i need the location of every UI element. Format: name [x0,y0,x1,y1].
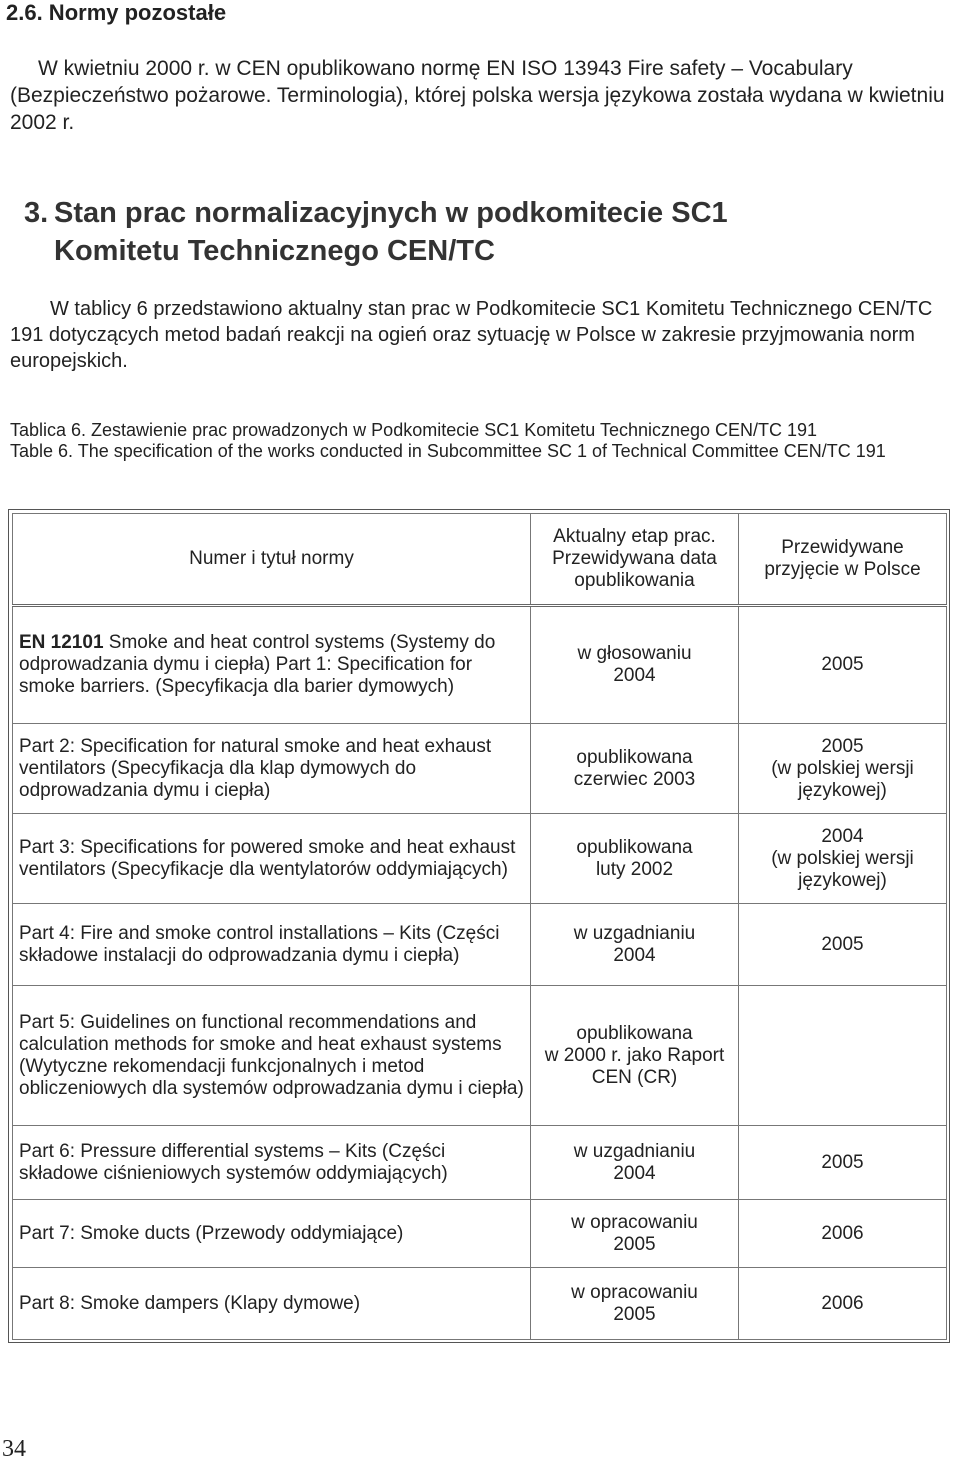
norm-title: Part 2: Specification for natural smoke and heat exhaust ventilators (Specyfikacja dla klap dymowych do odprowadzania dymu i ciepła) [19,735,492,801]
adoption-year: 2006 [821,1292,864,1314]
stage-cell [531,724,739,814]
chapter-number: 3. [24,197,49,229]
stage-date: 2004 [613,1162,656,1184]
table-caption [10,420,950,462]
caption-english: Table 6. The specification of the works conducted in Subcommittee SC 1 of Technical Committee CEN/TC 191 [10,441,886,461]
stage-date: w 2000 r. jako Raport CEN (CR) [544,1044,725,1088]
table-row [13,606,947,724]
header-stage-line3: opublikowania [574,570,695,591]
adoption-year: 2004 [821,825,864,847]
stage-cell [531,1200,739,1268]
adoption-year: 2005 [821,654,864,675]
header-adoption [739,514,947,606]
page-number: 34 [2,1436,26,1462]
header-stage-line2: Przewidywana data [552,548,717,569]
table-row [13,904,947,986]
norm-title-cell [13,606,531,724]
stage-cell [531,1126,739,1200]
norm-title: Part 4: Fire and smoke control installations – Kits (Części składowe instalacji do odprowadzania dymu i ciepła) [19,922,500,966]
chapter-title-line2: Komitetu Technicznego CEN/TC [54,235,495,267]
stage-status: opublikowana [576,1022,693,1044]
norm-title-cell [13,814,531,904]
table-row [13,814,947,904]
norm-title-cell [13,904,531,986]
stage-status: w opracowaniu [571,1211,698,1233]
stage-date: 2004 [613,944,656,966]
adoption-note: (w polskiej wersji językowej) [771,757,914,801]
adoption-year: 2006 [821,1222,864,1244]
norms-table [12,513,947,1340]
adoption-cell [739,814,947,904]
norm-code: EN 12101 [19,632,104,653]
stage-status: w uzgadnianiu [573,1140,696,1162]
stage-date: 2004 [613,665,656,686]
header-adoption-line1: Przewidywane [781,537,904,558]
stage-cell [531,904,739,986]
header-norm-title: Numer i tytuł normy [13,514,531,606]
norm-title: Part 5: Guidelines on functional recommendations and calculation methods for smoke and heat exhaust systems (Wytyczne rekomendacji funkcjonalnych i metod obliczeniowych dla systemów odprowadzania dymu i ciepła) [19,1011,524,1099]
norm-title: Part 7: Smoke ducts (Przewody oddymiające) [19,1222,404,1244]
norm-title-cell [13,986,531,1126]
table-row [13,1200,947,1268]
stage-cell [531,606,739,724]
stage-cell [531,1268,739,1340]
section-heading: 2.6. Normy pozostałe [6,0,227,25]
table-row [13,1126,947,1200]
stage-date: luty 2002 [595,858,674,880]
stage-cell [531,986,739,1126]
header-adoption-line2: przyjęcie w Polsce [764,559,921,580]
adoption-year: 2005 [821,1151,864,1173]
adoption-year: 2005 [821,735,864,757]
adoption-cell [739,1268,947,1340]
chapter-title-line1: Stan prac normalizacyjnych w podkomitecie SC1 [54,197,728,229]
description-paragraph: W tablicy 6 przedstawiono aktualny stan prac w Podkomitecie SC1 Komitetu Technicznego CEN/TC 191 dotyczących metod badań reakcji na ogień oraz sytuację w Polsce w zakresie przyjmowania norm europejskich. [10,298,933,372]
norm-title: Part 6: Pressure differential systems – Kits (Części składowe ciśnieniowych systemów oddymiających) [19,1140,448,1184]
stage-status: w opracowaniu [571,1281,698,1303]
stage-date: czerwiec 2003 [573,768,696,790]
adoption-note: (w polskiej wersji językowej) [771,847,914,891]
adoption-cell [739,606,947,724]
stage-status: w głosowaniu [577,643,692,664]
adoption-year: 2005 [821,933,864,955]
adoption-cell [739,1126,947,1200]
intro-paragraph: W kwietniu 2000 r. w CEN opublikowano normę EN ISO 13943 Fire safety – Vocabulary (Bezpieczeństwo pożarowe. Terminologia), której polska wersja językowa została wydana w kwietniu 2002 r. [10,57,945,134]
stage-status: opublikowana [576,836,693,858]
norm-title: Part 3: Specifications for powered smoke and heat exhaust ventilators (Specyfikacje dla wentylatorów oddymiających) [19,836,516,880]
chapter-heading [24,194,924,270]
norm-title: Smoke and heat control systems (Systemy do odprowadzania dymu i ciepła) Part 1: Specification for smoke barriers. (Specyfikacja dla barier dymowych) [19,632,496,697]
stage-status: w uzgadnianiu [573,922,696,944]
stage-date: 2005 [613,1303,656,1325]
header-stage-line1: Aktualny etap prac. [553,526,716,547]
norm-title-cell [13,1126,531,1200]
stage-date: 2005 [613,1233,656,1255]
header-current-stage [531,514,739,606]
table-row [13,986,947,1126]
norm-title-cell [13,1200,531,1268]
adoption-cell [739,986,947,1126]
adoption-cell [739,724,947,814]
norm-title-cell [13,724,531,814]
caption-polish: Tablica 6. Zestawienie prac prowadzonych w Podkomitecie SC1 Komitetu Technicznego CEN/TC 191 [10,420,818,440]
norm-title: Part 8: Smoke dampers (Klapy dymowe) [19,1292,361,1314]
adoption-cell [739,904,947,986]
stage-status: opublikowana [576,746,693,768]
stage-cell [531,814,739,904]
table-row [13,724,947,814]
table-row [13,1268,947,1340]
norm-title-cell [13,1268,531,1340]
adoption-cell [739,1200,947,1268]
table-header-row [13,514,947,606]
